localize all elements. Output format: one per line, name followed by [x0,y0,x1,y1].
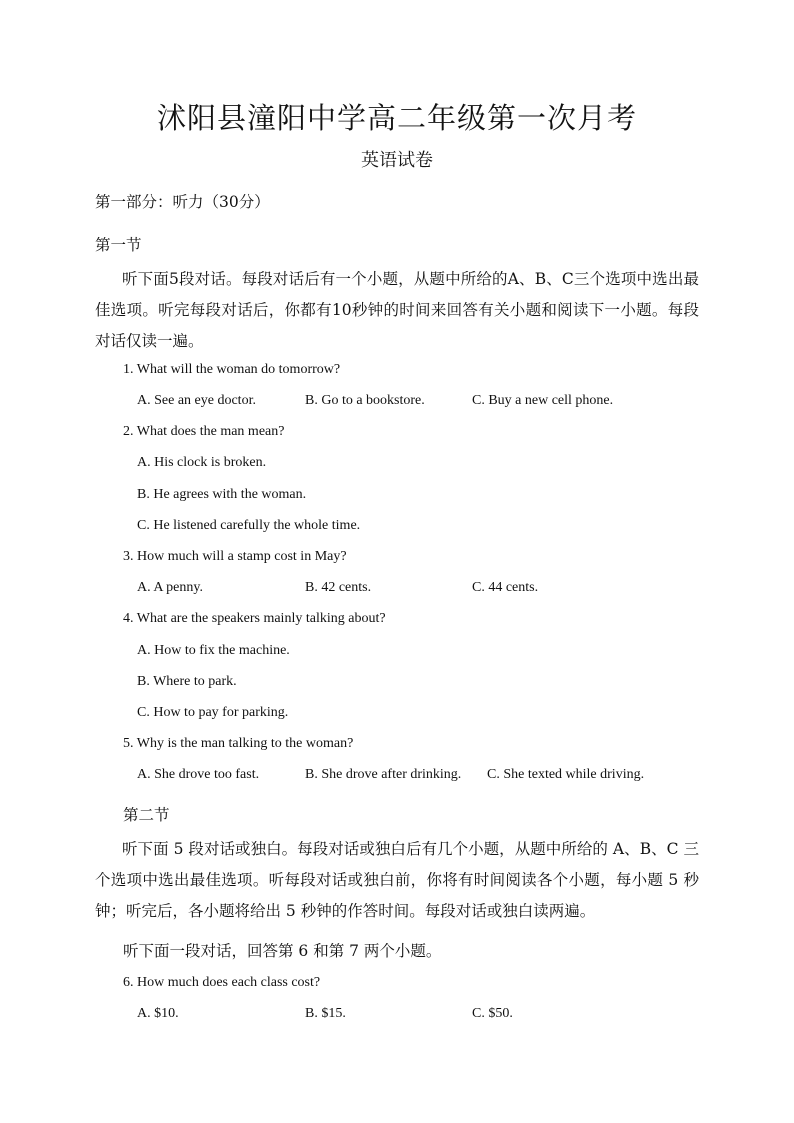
section2-sub-instruction: 听下面一段对话，回答第 6 和第 7 两个小题。 [123,942,442,960]
question-3-option-b: B. 42 cents. [305,580,372,595]
exam-subtitle: 英语试卷 [361,150,433,171]
question-5-stem: 5. Why is the man talking to the woman? [123,736,354,751]
question-6-option-a: A. $10. [137,1006,179,1021]
question-5-option-a: A. She drove too fast. [137,767,260,782]
question-3-option-a: A. A penny. [137,580,203,595]
question-4-stem: 4. What are the speakers mainly talking about? [123,611,386,626]
question-1-option-c: C. Buy a new cell phone. [472,393,614,408]
question-4-option-b: B. Where to park. [137,674,237,689]
question-6-stem: 6. How much does each class cost? [123,975,321,990]
question-6-option-c: C. $50. [472,1006,513,1021]
part1-heading: 第一部分：听力（30分） [95,193,270,211]
exam-title: 沭阳县潼阳中学高二年级第一次月考 [156,101,637,135]
question-1-option-b: B. Go to a bookstore. [305,393,425,408]
question-5-option-c: C. She texted while driving. [487,767,645,782]
question-1-option-a: A. See an eye doctor. [137,393,256,408]
section1-instructions: 听下面5段对话。每段对话后有一个小题，从题中所给的A、B、C三个选项中选出最佳选项。听完每段对话后，你都有10秒钟的时间来回答有关小题和阅读下一小题。每段对话仅读一遍。 [95,270,699,350]
question-2-stem: 2. What does the man mean? [123,424,285,439]
question-5-option-b: B. She drove after drinking. [305,767,462,782]
question-3-option-c: C. 44 cents. [472,580,539,595]
question-2-option-c: C. He listened carefully the whole time. [137,518,361,533]
question-2-option-a: A. His clock is broken. [137,455,267,470]
question-3-stem: 3. How much will a stamp cost in May? [123,549,347,564]
question-6-option-b: B. $15. [305,1006,346,1021]
question-1-stem: 1. What will the woman do tomorrow? [123,362,341,377]
question-2-option-b: B. He agrees with the woman. [137,487,307,502]
question-4-option-a: A. How to fix the machine. [137,643,290,658]
section2-heading: 第二节 [123,806,170,824]
section1-heading: 第一节 [95,236,142,254]
section2-instructions: 听下面 5 段对话或独白。每段对话或独白后有几个小题，从题中所给的 A、B、C 三个选项中选出最佳选项。听每段对话或独白前，你将有时间阅读各个小题，每小题 5 秒钟；听完后，各小题将给出 5 秒钟的作答时间。每段对话或独白读两遍。 [95,840,699,920]
question-4-option-c: C. How to pay for parking. [137,705,289,720]
